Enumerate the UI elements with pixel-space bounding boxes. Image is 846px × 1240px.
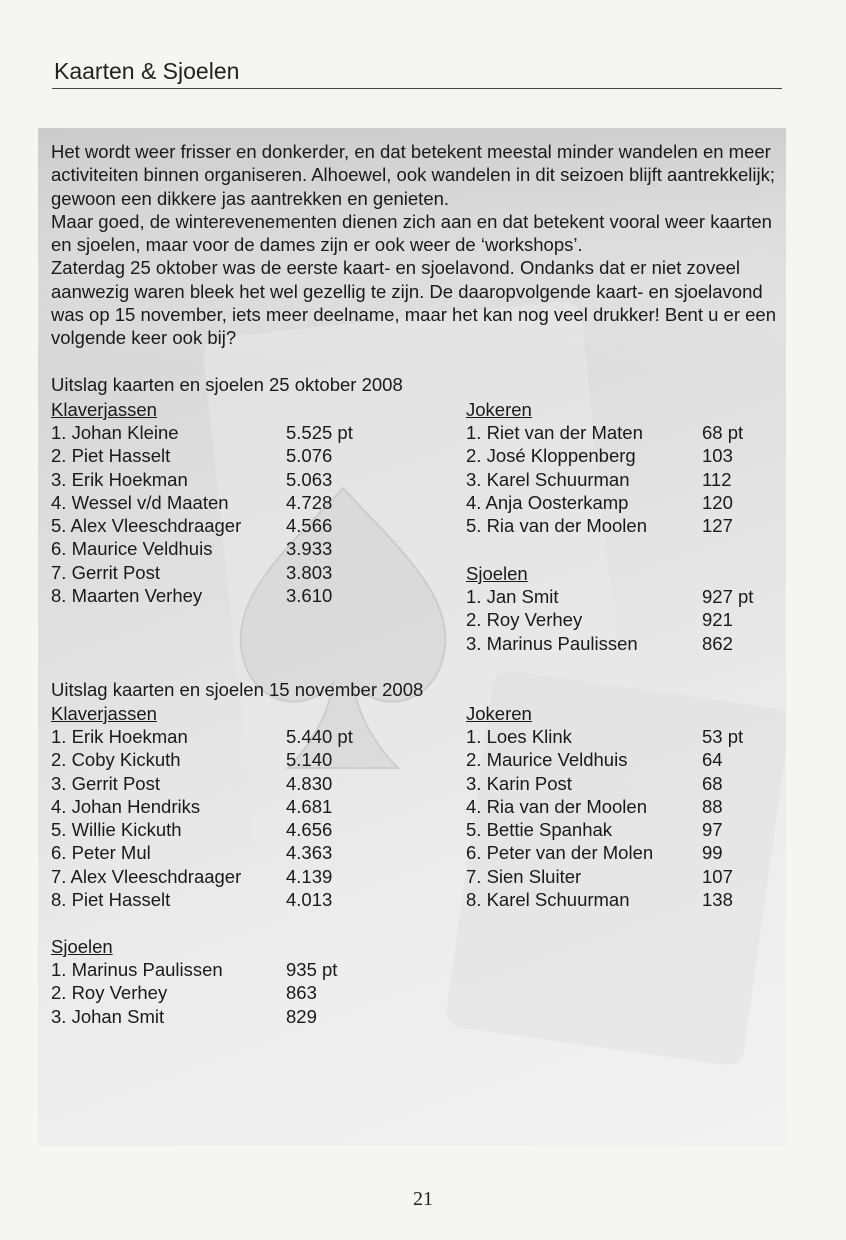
result-row [466,796,776,819]
participant-score: 68 pt [702,422,744,443]
result-row [51,422,381,445]
oct-jokeren-heading: Jokeren [466,399,532,420]
nov-klaverjassen-list [51,726,381,912]
participant-name: 3. Marinus Paulissen [466,632,638,654]
result-row [51,562,381,585]
result-row [51,773,381,796]
participant-name: 4. Wessel v/d Maaten [51,491,229,513]
nov-sjoelen-heading: Sjoelen [51,936,113,957]
participant-name: 2. Maurice Veldhuis [466,749,628,771]
intro-text [51,140,787,350]
participant-name: 2. Roy Verhey [466,609,583,631]
participant-name: 5. Alex Vleeschdraager [51,515,242,537]
participant-score: 863 [286,982,317,1004]
participant-name: 8. Maarten Verhey [51,585,203,607]
result-row [51,492,381,515]
participant-score: 5.440 pt [286,726,353,747]
participant-name: 4. Ria van der Moolen [466,795,647,817]
participant-name: 4. Johan Hendriks [51,795,201,817]
participant-name: 3. Erik Hoekman [51,468,188,490]
participant-name: 1. Johan Kleine [51,422,179,443]
participant-score: 4.363 [286,842,333,864]
result-row [466,889,776,912]
result-row [51,842,381,865]
result-row [466,422,776,445]
participant-score: 112 [702,468,732,490]
participant-score: 4.139 [286,865,333,887]
participant-score: 68 [702,772,723,794]
participant-name: 3. Karel Schuurman [466,468,630,490]
result-row [466,609,776,632]
participant-score: 5.525 pt [286,422,353,443]
title-divider [52,88,782,89]
participant-name: 8. Karel Schuurman [466,889,630,911]
oct-klaverjassen-list [51,422,381,608]
participant-name: 1. Erik Hoekman [51,726,188,747]
participant-name: 1. Jan Smit [466,586,559,607]
result-row [466,819,776,842]
result-row [466,586,776,609]
participant-score: 127 [702,515,733,537]
participant-score: 120 [702,491,733,513]
result-row [466,445,776,468]
participant-name: 2. Coby Kickuth [51,749,181,771]
participant-score: 5.076 [286,445,333,467]
participant-name: 2. José Kloppenberg [466,445,636,467]
participant-score: 107 [702,865,733,887]
result-row [51,866,381,889]
result-row [51,959,381,982]
participant-name: 8. Piet Hasselt [51,889,171,911]
result-row [51,726,381,749]
result-row [51,982,381,1005]
result-row [466,633,776,656]
oct-sjoelen-list [466,586,776,656]
result-row [466,842,776,865]
participant-score: 138 [702,889,733,911]
result-row [466,515,776,538]
participant-score: 4.566 [286,515,333,537]
nov-jokeren-list [466,726,776,912]
page-number: 21 [413,1188,433,1210]
participant-score: 927 pt [702,586,754,607]
participant-score: 97 [702,819,723,841]
participant-name: 4. Anja Oosterkamp [466,491,629,513]
participant-name: 3. Karin Post [466,772,572,794]
nov-results-heading: Uitslag kaarten en sjoelen 15 november 2008 [51,679,424,700]
participant-name: 7. Sien Sluiter [466,865,582,887]
participant-name: 1. Marinus Paulissen [51,959,223,980]
oct-results-heading: Uitslag kaarten en sjoelen 25 oktober 2008 [51,374,403,395]
participant-name: 3. Johan Smit [51,1005,165,1027]
participant-name: 7. Alex Vleeschdraager [51,865,242,887]
participant-name: 2. Piet Hasselt [51,445,171,467]
participant-score: 935 pt [286,959,338,980]
participant-score: 3.933 [286,538,333,560]
participant-score: 829 [286,1005,317,1027]
result-row [51,1006,381,1029]
participant-score: 3.803 [286,561,333,583]
participant-name: 5. Bettie Spanhak [466,819,613,841]
participant-name: 5. Willie Kickuth [51,819,182,841]
page-title: Kaarten & Sjoelen [54,58,240,84]
participant-name: 2. Roy Verhey [51,982,168,1004]
participant-score: 64 [702,749,723,771]
result-row [51,585,381,608]
nov-klaverjassen-heading: Klaverjassen [51,703,157,724]
result-row [466,866,776,889]
oct-jokeren-list [466,422,776,538]
participant-name: 6. Peter van der Molen [466,842,654,864]
result-row [51,796,381,819]
participant-score: 4.013 [286,889,333,911]
oct-klaverjassen-heading: Klaverjassen [51,399,157,420]
result-row [466,492,776,515]
participant-name: 6. Peter Mul [51,842,151,864]
nov-sjoelen-list [51,959,381,1029]
result-row [51,819,381,842]
participant-score: 53 pt [702,726,744,747]
participant-score: 88 [702,795,723,817]
participant-name: 3. Gerrit Post [51,772,160,794]
result-row [51,445,381,468]
participant-name: 6. Maurice Veldhuis [51,538,213,560]
participant-score: 4.728 [286,491,333,513]
result-row [51,469,381,492]
intro-paragraph: Maar goed, de winterevenementen dienen zich aan en dat betekent vooral weer kaarten en sjoelen, maar voor de dames zijn er ook weer de ‘workshops’. [51,210,772,256]
participant-score: 5.140 [286,749,333,771]
participant-score: 4.681 [286,795,333,817]
result-row [466,749,776,772]
participant-score: 99 [702,842,723,864]
participant-score: 4.656 [286,819,333,841]
participant-name: 1. Loes Klink [466,726,572,747]
result-row [51,889,381,912]
participant-score: 5.063 [286,468,333,490]
result-row [51,749,381,772]
oct-sjoelen-heading: Sjoelen [466,563,528,584]
participant-score: 4.830 [286,772,333,794]
participant-name: 7. Gerrit Post [51,561,160,583]
participant-score: 3.610 [286,585,333,607]
result-row [466,469,776,492]
participant-score: 103 [702,445,733,467]
result-row [51,538,381,561]
intro-paragraph: Het wordt weer frisser en donkerder, en dat betekent meestal minder wandelen en meer activiteiten binnen organiseren. Alhoewel, ook wandelen in dit seizoen blijft aantrekkelijk; gewoon een dikkere jas aantrekken en genieten. [51,141,775,209]
participant-name: 5. Ria van der Moolen [466,515,647,537]
participant-name: 1. Riet van der Maten [466,422,643,443]
participant-score: 862 [702,632,733,654]
participant-score: 921 [702,609,733,631]
intro-paragraph: Zaterdag 25 oktober was de eerste kaart- en sjoelavond. Ondanks dat er niet zoveel aanwezig waren bleek het wel gezellig te zijn. De daaropvolgende kaart- en sjoelavond was op 15 november, iets meer deelname, maar het kan nog veel drukker! Bent u er een volgende keer ook bij? [51,257,776,349]
result-row [51,515,381,538]
result-row [466,773,776,796]
nov-jokeren-heading: Jokeren [466,703,532,724]
result-row [466,726,776,749]
